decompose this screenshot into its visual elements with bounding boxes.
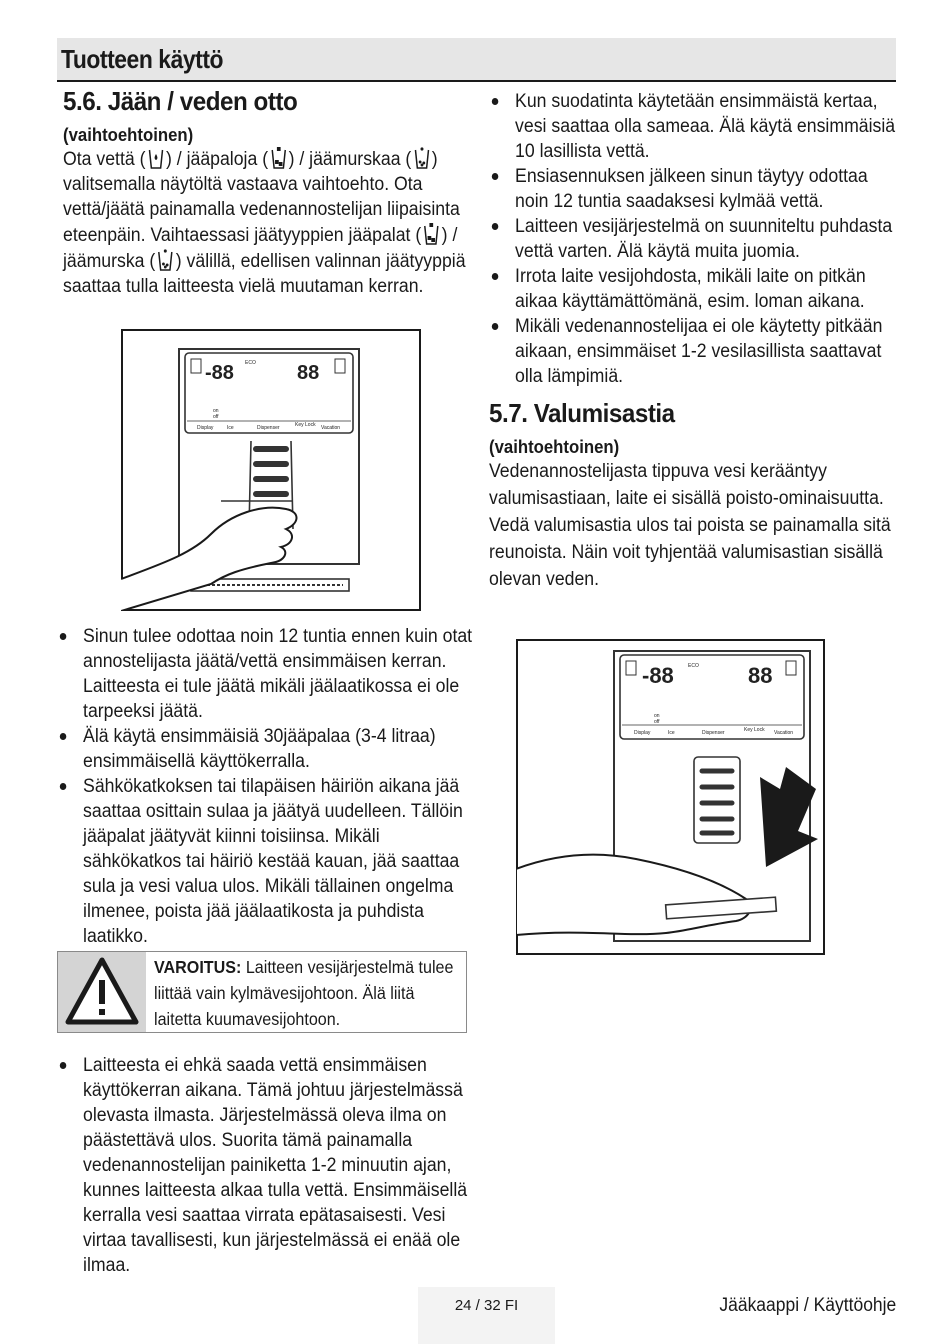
list-item: Sähkökatkoksen tai tilapäisen häiriön aikana jää saattaa osittain sulaa ja jäätyä uudelleen. Tällöin jääpalat jäätyvät kiinni toisiinsa. Mikäli sähkökatkos tai häiriö kestää kauan, jää saattaa sula ja vesi valua ulos. Mikäli tällainen ongelma ilmenee, poista jää jäälaatikosta ja puhdista laatikko. [57, 774, 477, 949]
list-item: Laitteen vesijärjestelmä on suunniteltu puhdasta vettä varten. Älä käytä muita juomia. [489, 214, 899, 264]
svg-text:off: off [213, 414, 219, 420]
section-5-7-optional: (vaihtoehtoinen) [489, 437, 620, 457]
panel-eco-label: ECO [688, 663, 699, 669]
left-bullets [57, 624, 477, 949]
section-5-7-heading: 5.7. Valumisastia [489, 398, 675, 428]
warning-label: VAROITUS: [154, 957, 242, 977]
section-5-6-heading: 5.6. Jään / veden otto [63, 86, 298, 116]
section-5-7 [489, 398, 899, 593]
list-item: Irrota laite vesijohdosta, mikäli laite on pitkän aikaa käyttämättömänä, esim. loman aikana. [489, 264, 899, 314]
list-item: Laitteesta ei ehkä saada vettä ensimmäisen käyttökerran aikana. Tämä johtuu järjestelmässä olevasta ilmasta. Järjestelmässä oleva ilma on päästettävä ulos. Suorita tämä painamalla vedenannostelijan painiketta 1-2 minuutin ajan, kunnes laitteesta alkaa tulla vettä. Ensimmäisellä kerralla vesi saattaa virrata epätasaisesti. Vesi virtaa tavallisesti, kun järjestelmässä ei enää ole ilmaa. [57, 1053, 477, 1278]
section-5-7-text: Vedenannostelijasta tippuva vesi kerääntyy valumisastiaan, laite ei sisällä poisto-ominaisuutta. Vedä valumisastia ulos tai poista se painamalla sitä reunoista. Näin voit tyhjentää valumisastian sisällä olevan veden. [489, 461, 891, 590]
dispenser-button[interactable]: Dispenser [702, 730, 725, 736]
display-button[interactable]: Display [197, 425, 214, 431]
crushed-ice-icon [156, 248, 175, 272]
right-column [489, 89, 899, 389]
page-number: 24 / 32 FI [454, 1297, 519, 1314]
header-title: Tuotteen käyttö [61, 44, 224, 74]
water-icon [146, 146, 165, 170]
ice-cubes-icon [422, 222, 441, 246]
key-lock-button[interactable]: Key Lock [744, 727, 765, 733]
warning-icon-area [58, 952, 146, 1032]
dispenser-glass-illustration [121, 329, 421, 611]
list-item: Ensiasennuksen jälkeen sinun täytyy odottaa noin 12 tuntia saadaksesi kylmää vettä. [489, 164, 899, 214]
section-5-6-text: Ota vettä ( ) / jääpaloja ( ) / jäämurskaa ( ) valitsemalla näytöltä vastaava vaihtoehto. Ota vettä/jäätä painamalla vedenannostelijan liipaisinta eteenpäin. Vaihtaessasi jäätyyppien jääpalat ( ) / jäämurska ( ) välillä, edellisen valinnan jäätyyppiä saattaa tulla laitteesta vielä muutaman kerran. [63, 146, 483, 299]
panel-eco-label: ECO [245, 360, 256, 366]
vacation-button[interactable]: Vacation [774, 730, 794, 736]
doc-title: Jääkaappi / Käyttöohje [719, 1295, 896, 1316]
section-5-6-optional: (vaihtoehtoinen) [63, 125, 194, 145]
crushed-ice-icon [412, 146, 431, 170]
dispenser-button[interactable]: Dispenser [257, 425, 280, 431]
left-bullets-2 [57, 1053, 477, 1278]
panel-left-digits: -88 [642, 663, 674, 688]
warning-box [57, 951, 467, 1033]
list-item: Kun suodatinta käytetään ensimmäistä kertaa, vesi saattaa olla sameaa. Älä käytä ensimmäisiä 10 lasillista vettä. [489, 89, 899, 164]
vacation-button[interactable]: Vacation [321, 425, 341, 431]
key-lock-button[interactable]: Key Lock [295, 422, 316, 428]
section-5-6 [63, 86, 483, 299]
svg-text:on: on [213, 408, 219, 414]
ice-cubes-icon [269, 146, 288, 170]
warning-text: VAROITUS: Laitteen vesijärjestelmä tulee liittää vain kylmävesijohtoon. Älä liitä laitetta kuumavesijohtoon. [154, 957, 454, 1029]
warning-icon [58, 952, 146, 1032]
page-number-box [418, 1287, 555, 1344]
ice-button[interactable]: Ice [668, 730, 675, 736]
panel-right-digits: 88 [297, 362, 320, 384]
list-item: Älä käytä ensimmäisiä 30jääpalaa (3-4 litraa) ensimmäisellä käyttökerralla. [57, 724, 477, 774]
drip-tray-illustration [516, 639, 825, 955]
page-header [57, 38, 896, 82]
list-item: Sinun tulee odottaa noin 12 tuntia ennen kuin otat annostelijasta jäätä/vettä ensimmäisen kerran. Laitteesta ei tule jäätä mikäli jäälaatikossa ei ole tarpeeksi jäätä. [57, 624, 477, 724]
svg-text:on: on [654, 713, 660, 719]
list-item: Mikäli vedenannostelijaa ei ole käytetty pitkään aikaan, ensimmäiset 1-2 vesilasillista saattavat olla lämpimiä. [489, 314, 899, 389]
svg-text:off: off [654, 719, 660, 725]
display-button[interactable]: Display [634, 730, 651, 736]
panel-right-digits: 88 [748, 663, 773, 688]
panel-left-digits: -88 [205, 362, 234, 384]
ice-button[interactable]: Ice [227, 425, 234, 431]
